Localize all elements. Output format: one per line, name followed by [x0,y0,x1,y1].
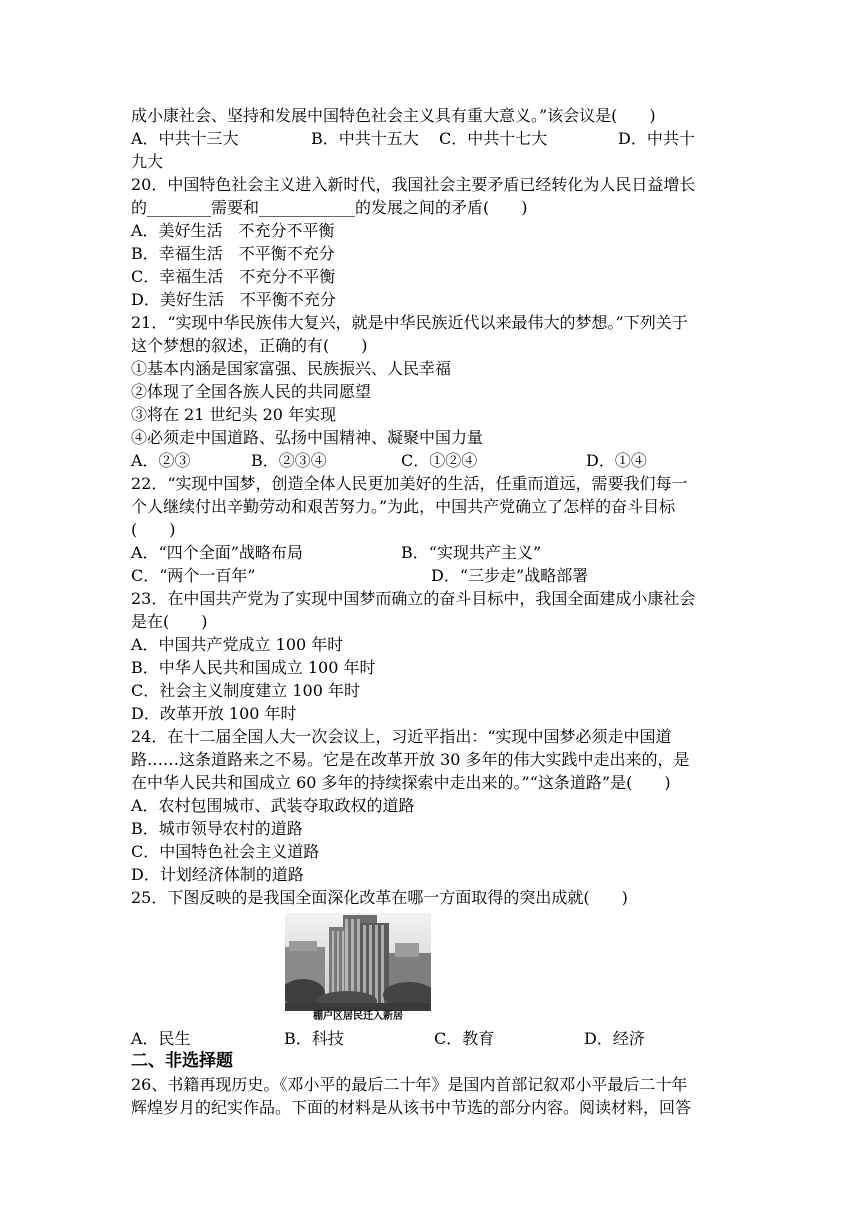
relocation-photo [285,913,431,1011]
q19-stem-tail: 成小康社会、坚持和发展中国特色社会主义具有重大意义。”该会议是( ) [131,106,656,125]
q22-option-b[interactable]: B．“实现共产主义” [401,543,542,562]
q20-option-c[interactable]: C．幸福生活 不充分不平衡 [131,267,336,286]
q21-option-b[interactable]: B．②③④ [251,451,327,470]
section-heading: 二、非选择题 [131,1051,233,1071]
q26-stem-line-1: 26、书籍再现历史。《邓小平的最后二十年》是国内首部记叙邓小平最后二十年 [131,1075,688,1094]
q22-options-row-2 [131,564,731,587]
q22-stem-line-2: 个人继续付出辛勤劳动和艰苦努力。”为此，中国共产党确立了怎样的奋斗目标 [131,497,676,516]
q24-stem-line-2: 路……这条道路来之不易。它是在改革开放 30 多年的伟大实践中走出来的，是 [131,750,690,769]
q23-stem-line-1: 23．在中国共产党为了实现中国梦而确立的奋斗目标中，我国全面建成小康社会 [131,589,696,608]
q25-options [131,1027,731,1050]
q23-option-b[interactable]: B．中华人民共和国成立 100 年时 [131,658,376,677]
q19-options [131,127,731,150]
q21-item-2: ②体现了全国各族人民的共同愿望 [131,382,372,401]
q20-option-a[interactable]: A．美好生活 不充分不平衡 [131,221,335,240]
q24-stem-line-1: 24．在十二届全国人大一次会议上，习近平指出：“实现中国梦必须走中国道 [131,727,672,746]
q19-option-a[interactable]: A．中共十三大 [131,129,239,148]
q22-stem-line-3: ( ) [131,520,176,539]
q24-option-a[interactable]: A．农村包围城市、武装夺取政权的道路 [131,796,415,815]
q20-stem-line-2: 的________需要和____________的发展之间的矛盾( ) [131,198,528,217]
q21-item-1: ①基本内涵是国家富强、民族振兴、人民幸福 [131,359,452,378]
q23-option-d[interactable]: D．改革开放 100 年时 [131,704,297,723]
q22-option-c[interactable]: C．“两个一百年” [131,566,256,585]
q20-option-d[interactable]: D．美好生活 不平衡不充分 [131,290,336,309]
q20-stem-line-1: 20．中国特色社会主义进入新时代，我国社会主要矛盾已经转化为人民日益增长 [131,175,696,194]
q23-option-c[interactable]: C．社会主义制度建立 100 年时 [131,681,360,700]
q24-stem-line-3: 在中华人民共和国成立 60 多年的持续探索中走出来的。”“这条道路”是( ) [131,773,671,792]
q26-stem-line-2: 辉煌岁月的纪实作品。下面的材料是从该书中节选的部分内容。阅读材料，回答 [131,1098,692,1117]
q21-stem-line-2: 这个梦想的叙述，正确的有( ) [131,336,368,355]
q19-option-b[interactable]: B．中共十五大 [311,129,419,148]
q21-option-d[interactable]: D．①④ [586,451,647,470]
q22-option-a[interactable]: A．“四个全面”战略布局 [131,543,303,562]
q24-option-d[interactable]: D．计划经济体制的道路 [131,865,304,884]
q19-option-d-wrap: 九大 [131,152,164,171]
q20-option-b[interactable]: B．幸福生活 不平衡不充分 [131,244,335,263]
q25-option-a[interactable]: A．民生 [131,1029,191,1048]
q22-options-row-1 [131,541,731,564]
q19-option-d[interactable]: D．中共十 [618,129,695,148]
q21-stem-line-1: 21．“实现中华民族伟大复兴，就是中华民族近代以来最伟大的梦想。”下列关于 [131,313,688,332]
q25-option-b[interactable]: B．科技 [284,1029,344,1048]
q25-stem: 25．下图反映的是我国全面深化改革在哪一方面取得的突出成就( ) [131,888,628,907]
q21-option-a[interactable]: A．②③ [131,451,191,470]
q25-option-c[interactable]: C．教育 [434,1029,495,1048]
q24-option-c[interactable]: C．中国特色社会主义道路 [131,842,320,861]
q22-option-d[interactable]: D．“三步走”战略部署 [431,566,589,585]
q21-option-c[interactable]: C．①②④ [401,451,478,470]
q22-stem-line-1: 22．“实现中国梦，创造全体人民更加美好的生活，任重而道远，需要我们每一 [131,474,688,493]
q21-item-3: ③将在 21 世纪头 20 年实现 [131,405,337,424]
q21-options [131,449,731,472]
q24-option-b[interactable]: B．城市领导农村的道路 [131,819,303,838]
q23-option-a[interactable]: A．中国共产党成立 100 年时 [131,635,344,654]
figure-caption: 棚户区居民迁入新居 [313,1011,403,1022]
question-list [131,104,731,1119]
q25-figure [131,909,731,1027]
q23-stem-line-2: 是在( ) [131,612,208,631]
q21-item-4: ④必须走中国道路、弘扬中国精神、凝聚中国力量 [131,428,484,447]
q19-option-c[interactable]: C．中共十七大 [439,129,548,148]
q25-option-d[interactable]: D．经济 [584,1029,645,1048]
